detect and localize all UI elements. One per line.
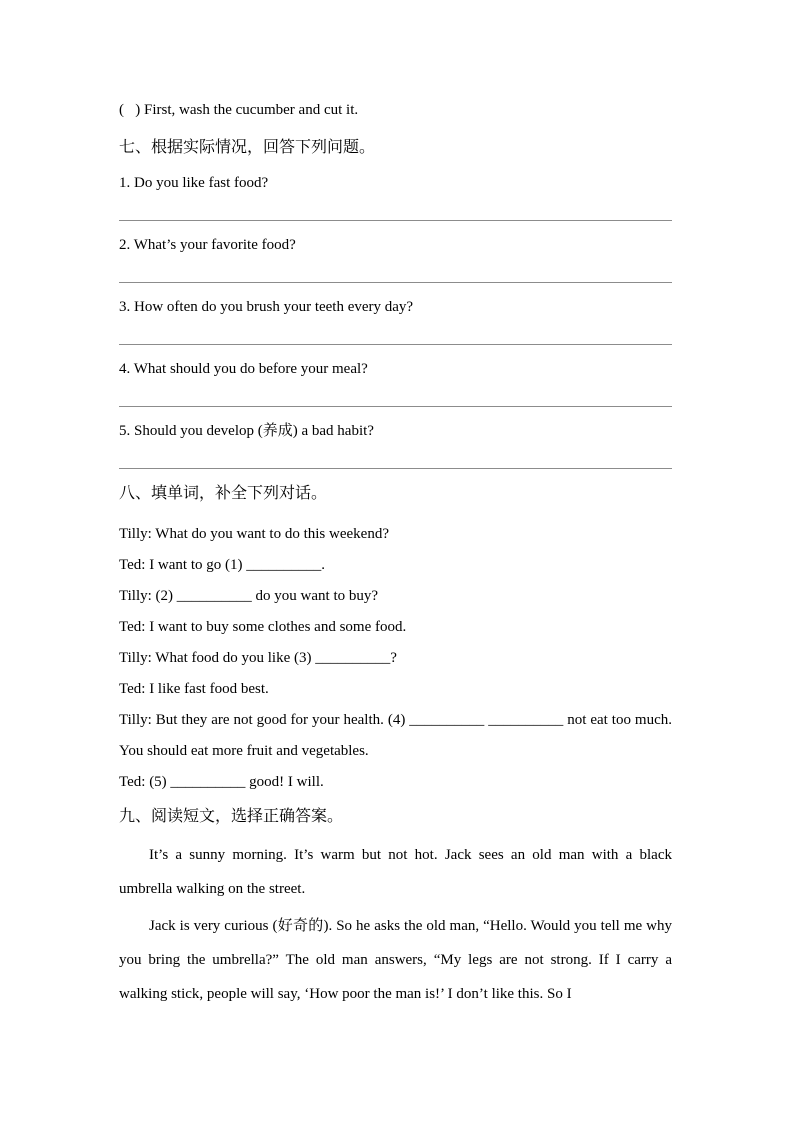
answer-blank-line-4 bbox=[119, 406, 672, 407]
question-block bbox=[119, 297, 672, 345]
section-8-heading: 八、填单词，补全下列对话。 bbox=[119, 485, 328, 502]
question-block bbox=[119, 421, 672, 469]
dialogue-line-1: Tilly: What do you want to do this weekend? bbox=[119, 526, 389, 542]
answer-blank-line-2 bbox=[119, 282, 672, 283]
section-7-heading: 七、根据实际情况，回答下列问题。 bbox=[119, 139, 376, 156]
answer-blank-line-1 bbox=[119, 220, 672, 221]
question-3-text: 3. How often do you brush your teeth every day? bbox=[119, 299, 414, 315]
question-5-text: 5. Should you develop (养成) a bad habit? bbox=[119, 423, 374, 439]
question-block bbox=[119, 173, 672, 221]
dialogue-line-7: Tilly: But they are not good for your health. (4) __________ __________ not eat too much. You should eat more fruit and vegetables. bbox=[119, 712, 672, 759]
question-1-text: 1. Do you like fast food? bbox=[119, 175, 269, 191]
answer-blank-line-5 bbox=[119, 468, 672, 469]
question-4-text: 4. What should you do before your meal? bbox=[119, 361, 368, 377]
passage-paragraph-1: It’s a sunny morning. It’s warm but not hot. Jack sees an old man with a black umbrella walking on the street. bbox=[119, 847, 672, 897]
answer-blank-line-3 bbox=[119, 344, 672, 345]
dialogue-line-6: Ted: I like fast food best. bbox=[119, 681, 269, 697]
dialogue-line-5: Tilly: What food do you like (3) __________? bbox=[119, 650, 397, 666]
dialogue-line-2: Ted: I want to go (1) __________. bbox=[119, 557, 326, 573]
dialogue-line-4: Ted: I want to buy some clothes and some food. bbox=[119, 619, 407, 635]
passage-paragraph-2: Jack is very curious (好奇的). So he asks the old man, “Hello. Would you tell me why you bring the umbrella?” The old man answers, “My legs are not strong. If I carry a walking stick, people will say, ‘How poor the man is!’ I don’t like this. So I bbox=[119, 918, 672, 1002]
question-2-text: 2. What’s your favorite food? bbox=[119, 237, 296, 253]
dialogue-line-3: Tilly: (2) __________ do you want to buy? bbox=[119, 588, 379, 604]
question-block bbox=[119, 235, 672, 283]
dialogue-line-8: Ted: (5) __________ good! I will. bbox=[119, 774, 324, 790]
ordering-item-line: ( ) First, wash the cucumber and cut it. bbox=[119, 102, 359, 118]
section-9-heading: 九、阅读短文，选择正确答案。 bbox=[119, 808, 344, 825]
question-block bbox=[119, 359, 672, 407]
